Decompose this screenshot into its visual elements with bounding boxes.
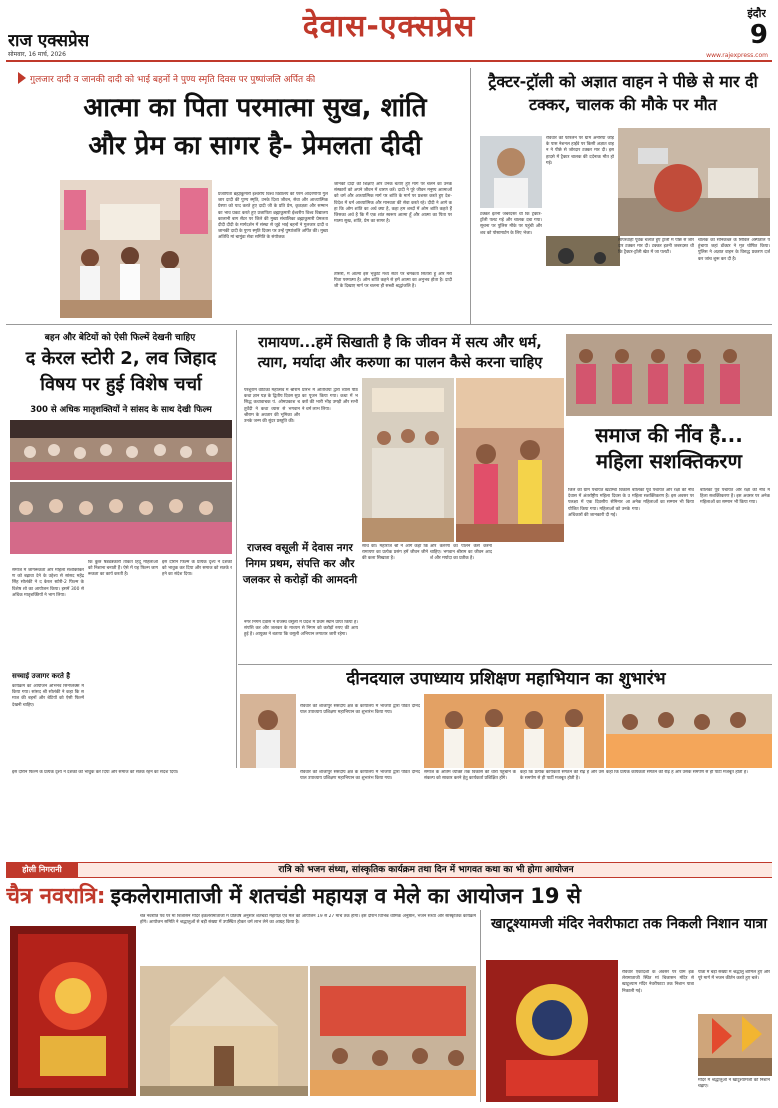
story4-photo-left-art: [362, 378, 454, 542]
story1-photo-art: [60, 180, 212, 318]
story7-photo-left: [240, 694, 296, 768]
city-label: इंदौर: [747, 7, 766, 20]
column-rule: [470, 68, 471, 324]
website-link[interactable]: www.rajexpress.com: [706, 52, 768, 59]
story1-photo: [60, 180, 212, 318]
story4-photo-right-art: [456, 378, 564, 542]
story7-photo-mid-art: [424, 694, 604, 768]
story9-body-a: रविवार एकादशी के अवसर पर ग्राम इकलेरामाताजी स्थित मां बिजासन मंदिर से खाटूश्याम मंदिर नेवरीफाटा तक निशान यात्रा निकाली गई।: [622, 970, 694, 994]
story3-photo-top-art: [10, 420, 232, 480]
story3-photo-bottom-art: [10, 482, 232, 554]
story1-headline-line1: आत्मा का पिता परमात्मा सुख, शांति: [83, 93, 427, 123]
story8-fair-art: [310, 966, 476, 1096]
story8-byline: [10, 914, 130, 922]
story6-photo-top-art: [566, 334, 772, 416]
story7-body-e: कहा कि प्रत्येक कार्यकर्ता संगठन की रीढ़ है और उसके समर्पण से ही पार्टी मजबूत होती है।: [606, 770, 748, 775]
red-arrow-icon: [18, 72, 26, 84]
column-rule: [480, 910, 481, 1102]
story2-body-c: लापरवाही पूर्वक चलाते हुए ट्रॉली में पीछे से जोरदार टक्कर मार दी। टक्कर इतनी जबरदस्त थी कि ट्रैक्टर-ट्रॉली खेत में जा पलटी।: [618, 238, 694, 256]
story6-byline: [568, 478, 668, 486]
story9-procession-art: [698, 1014, 772, 1076]
holi-strip-text: रात्रि को भजन संध्या, सांस्कृतिक कार्यक्रम तथा दिन में भागवत कथा का भी होगा आयोजन: [278, 865, 574, 875]
story8-photo-deity: [10, 926, 136, 1096]
story1-kicker: [18, 72, 458, 84]
story6-body-a: जिले की ग्राम पंचायत खटाम्बा विकास देवास में अंतर्राष्ट्रीय महिला दिवस के उपलक्ष्य में एक दिवसीय सेमिनार आयोजित किया गया। महिलाओं को उनके अधिकारों की जानकारी दी गई।: [568, 488, 630, 518]
story3-body-d: इस दौरान फिल्म के प्रत्येक दृश्य ने दर्शकों को भावुक कर दिया और समाज को सतर्क रहने का संदेश दिया।: [162, 560, 232, 578]
column-rule: [236, 330, 237, 768]
story2-portrait-art: [480, 136, 542, 208]
story6-headline-line1: समाज की नींव है...: [595, 423, 743, 447]
story4-photo-right: [456, 378, 564, 542]
section-rule: [238, 664, 772, 665]
story3-body-c: कि कुछ षड्यंत्रकारी ताकतें हिंदू महिलाओं को निशाना बनाती हैं। ऐसे में यह फिल्म जागरूकता का कार्य करती है।: [88, 560, 158, 578]
story8-deity-art: [10, 926, 136, 1096]
paper-name: राज एक्सप्रेस: [8, 31, 90, 51]
story1-headline-line2: और प्रेम का सागर है- प्रेमलता दीदी: [88, 131, 422, 161]
story8-headline: [6, 880, 772, 912]
story2-body-b: टक्कर इतनी जबरदस्त थी कि ट्रैक्टर-ट्रॉली पलट गई और चालक दबा गया। सूचना पर पुलिस मौके पर पहुंची और शव को पोस्टमार्टम के लिए भेजा।: [480, 212, 542, 236]
story4-byline: [244, 378, 354, 386]
story9-photo-deity: [486, 960, 618, 1102]
story7-body-b: समाज के अंतिम व्यक्ति तक विकास की धारा पहुंचाने के संकल्प को साकार करने हेतु कार्यकर्ता प्रशिक्षित होंगे।: [424, 770, 516, 782]
story2-tractor-photo: [546, 236, 620, 266]
story2-headline: ट्रैक्टर-ट्रॉली को अज्ञात वाहन ने पीछे से मार दी टक्कर, चालक की मौके पर मौत: [488, 72, 758, 114]
story6-body-b: बालिका पूर्व पंचायत और रक्षा की नींव महिला सशक्तिकरण है। इस अवसर पर अनेक महिलाओं का सम्मान भी किया गया।: [632, 488, 694, 512]
story8-temple-art: [140, 966, 308, 1096]
story2-tractor-art: [546, 236, 620, 266]
story9-caption: मंदिर में श्रद्धालुओं ने खाटूश्यामजी को निशान चढ़ाए।: [698, 1078, 770, 1090]
story4-body-c: साथ की। महाराज श्री ने आगे कहा कि रामायण का प्रत्येक प्रसंग हमें जीवन जीने की कला सिखाता है।: [362, 544, 428, 562]
story5-headline: राजस्व वसूली में देवास नगर निगम प्रथम, संपत्ति कर और जलकर से करोड़ों की आमदनी: [242, 542, 358, 586]
story5-body: नगर निगम देवास ने राजस्व वसूली में प्रदेश में प्रथम स्थान प्राप्त किया है। संपत्ति कर और जलकर के माध्यम से निगम को करोड़ों रुपए की आय हुई है। आयुक्त ने बताया कि वसूली अभियान लगातार जारी रहेगा।: [244, 620, 358, 638]
story2-accident-photo: [618, 128, 770, 236]
story6-body-c: बालिका पूर्व पंचायत और रक्षा की नींव महिला सशक्तिकरण है। इस अवसर पर अनेक महिलाओं का सम्मान भी किया गया।: [700, 488, 770, 506]
page-number: 9: [749, 20, 768, 50]
story8-photo-fair: [310, 966, 476, 1096]
holi-strip-label: होली निगरानी: [6, 863, 78, 877]
story1-body-c: तीसरी, मैं आत्मा इस भृकुटि मध्य सेंटर पर चमकता सितारा हूँ और मेरा पिता परमात्मा है। ओम शांति कहने से हमें आत्मा का अनुभव होता है। दादी जी के दिखाए मार्ग पर चलना ही सच्ची श्रद्धांजलि है।: [334, 272, 452, 290]
section-rule: [6, 324, 772, 325]
date-line: सोमवार, 16 मार्च, 2026: [8, 51, 66, 58]
story2-accident-art: [618, 128, 770, 236]
story7-photo-right: [606, 694, 772, 768]
story3-subhead: 300 से अधिक मातृशक्तियों ने सांसद के साथ देखी फिल्म: [30, 405, 212, 415]
story3-body-e: इस दौरान फिल्म के प्रत्येक दृश्य ने दर्शकों को भावुक कर दिया और समाज को सतर्क रहने का संदेश दिया।: [12, 770, 179, 775]
masthead-rule: [6, 60, 772, 62]
story9-deity-art: [486, 960, 618, 1102]
story7-byline: [300, 694, 410, 702]
story5-byline: [244, 610, 354, 618]
story1-byline: [218, 182, 328, 190]
story4-headline-line2: त्याग, मर्यादा और करुणा का पालन कैसे करना चाहिए: [257, 355, 543, 371]
story2-portrait: [480, 136, 542, 208]
story9-byline: [622, 960, 742, 968]
story2-body-d: चालक को सोनकच्छ के सिविल अस्पताल पहुंचाया जहां डॉक्टर ने मृत घोषित किया। पुलिस ने अज्ञात वाहन के विरुद्ध प्रकरण दर्ज कर जांच शुरू कर दी है।: [698, 238, 770, 262]
story7-photo-left-art: [240, 694, 296, 768]
edition-title: देवास-एक्सप्रेस: [302, 9, 476, 44]
story4-body-a: परशुराम वाटिका महोत्सव में श्रीराम कथा ज्ञान यज्ञ के द्वितीय दिवस सुप्रसिद्ध कथावाचक पं. ओमप्रकाश चतुर्वेदी ने कथा व्यास से भगवान श्रीराम के अवतार की भूमिका और उनके जन्म की सुंदर प्रस्तुति की।: [244, 388, 300, 425]
story7-headline: दीनदयाल उपाध्याय प्रशिक्षण महाभियान का शुभारंभ: [346, 669, 666, 689]
story3-box-title: सच्चाई उजागर करते है: [12, 672, 70, 680]
story1-body-b: जानकी दादी की शिक्षाएँ और उनके बताए हुए मार्ग पर चलने का उनके संस्कारों को अपने जीवन में धारण करें। दादी ने पूरे जीवन मनुष्य आत्माओं को धर्म और आध्यात्मिक मार्ग पर शांति के मार्ग पर प्रशस्त करते हुए देश-विदेश में धर्म आध्यात्मिक और मानवता की सेवा करते रहे। दीदी ने आगे कहा कि ओम शांति का अर्थ क्या है, कहा हम शब्दों में ओम शांति कहते हैं जिसका अर्थ है कि मैं एक शांत स्वरूप आत्मा हूँ और आत्मा का पिता परमात्मा सुख, शांति, प्रेम का सागर है।: [334, 182, 452, 225]
story6-photo-top: [566, 334, 772, 416]
story4-headline-line1: रामायण...हमें सिखाती है कि जीवन में सत्य और धर्म,: [258, 335, 542, 351]
story1-kicker-text: गुलजार दादी व जानकी दादी को भाई बहनों ने पुण्य स्मृति दिवस पर पुष्पांजलि अर्पित की: [30, 75, 316, 84]
story7-body-c: कहा कि प्रत्येक कार्यकर्ता संगठन की रीढ़ है और उसके समर्पण से ही पार्टी मजबूत होती है।: [520, 770, 604, 782]
story2-byline: [480, 126, 600, 134]
story9-photo-procession: [698, 1014, 772, 1076]
story7-body-a: रविवार को शाजापुर संसदीय क्षेत्र के कार्यालय में भाजपा द्वारा पंडित दीनदयाल उपाध्याय प्रशिक्षण महाभियान का शुभारंभ किया गया।: [300, 704, 420, 716]
holi-strip: [6, 862, 772, 878]
story1-body-a: प्रजापिता ब्रह्माकुमारी ईश्वरीय विश्व विद्यालय की परम आदरणीया गुलजार दादी की पुण्य स्मृति, उनके दिव्य जीवन, सेवा और आध्यात्मिक प्रेरणा को याद करते हुए दादी जी के प्रति प्रेम, कृतज्ञता और सम्मान का भाव प्रकट करते हुए प्रजापिता ब्रह्माकुमारी ईश्वरीय विश्व विद्यालय कालानी बाग सेंटर पर जिले की मुख्य संचालिका ब्रह्माकुमारी प्रेमलता दीदी दीदी के मार्गदर्शन में संस्था से जुड़े भाई बहनों ने गुलजार दादी व जानकी दादी के पुण्य स्मृति दिवस पर उन्हें पुष्पांजलि अर्पित की। मुख्य अतिथि मां चामुंडा सेवा समिति के संयोजक: [218, 192, 328, 241]
story9-headline: खाटूश्यामजी मंदिर नेवरीफाटा तक निकली निशान यात्रा: [490, 916, 768, 932]
masthead: [0, 0, 778, 62]
story7-photo-right-art: [606, 694, 772, 768]
story3-body-b: कार्यक्रम का आयोजन अभिनव सिनेप्लेक्स में किया गया। सांसद श्री सोलंकी ने कहा कि समाज की बहनों और बेटियों को ऐसी फिल्में देखनी चाहिए।: [12, 684, 84, 708]
story8-body: चैत्र नवरात्रि पर्व पर मां बिजासन मंदिर इकलेरामाताजी में प्रतिवर्ष अनुसार शतचंडी महायज्ञ एवं मेले का आयोजन 19 से 27 मार्च तक होगा। इस दौरान विभिन्न धार्मिक अनुष्ठान, भजन संध्या और सांस्कृतिक कार्यक्रम होंगे। आयोजन समिति ने श्रद्धालुओं से बड़ी संख्या में उपस्थित होकर धर्म लाभ लेने का आग्रह किया है।: [140, 914, 476, 926]
story8-headline-a: चैत्र नवरात्रि:: [6, 884, 106, 909]
story9-body-b: यात्रा में बड़ी संख्या में श्रद्धालु शामिल हुए और पूरे मार्ग में भजन कीर्तन करते हुए चले।: [698, 970, 770, 982]
story3-photo-top: [10, 420, 232, 480]
story4-body-d: और करुणा का पालन कैसे करना चाहिए। भगवान श्रीराम का जीवन आदर्श और मर्यादा का प्रतीक है।: [430, 544, 492, 562]
story6-headline-line2: महिला सशक्तिकरण: [596, 449, 742, 473]
story3-body-a: समाज में जागरूकता और महिला सशक्तिकरण को बढ़ावा देने के उद्देश्य से सांसद महेंद्र सिंह सोलंकी ने द केरल स्टोरी-2 फिल्म के विशेष शो का आयोजन किया। इसमें 300 से अधिक मातृशक्तियों ने भाग लिया।: [12, 568, 84, 598]
story8-photo-temple: [140, 966, 308, 1096]
story3-photo-bottom: [10, 482, 232, 554]
story4-body-b: प्रारंभ में अतिथियों द्वारा व्यास पीठ का पूजन किया गया। कथा में भक्तों की भारी भीड़ उमड़ी और सभी ने धर्म लाभ लिया।: [302, 388, 358, 412]
story8-headline-b: इकलेरामाताजी में शतचंडी महायज्ञ व मेले का आयोजन 19 से: [110, 884, 581, 908]
story7-photo-mid: [424, 694, 604, 768]
story2-body-a: रविवार को फोरलेन पर ग्राम अनेरिया जोड़ के पास नेशनल हाईवे पर किसी अज्ञात वाहन ने पीछे से जोरदार टक्कर मार दी। इस हादसे में ट्रैक्टर चालक की दर्दनाक मौत हो गई।: [546, 136, 614, 166]
story7-body-d: रविवार को शाजापुर संसदीय क्षेत्र के कार्यालय में भाजपा द्वारा पंडित दीनदयाल उपाध्याय प्रशिक्षण महाभियान का शुभारंभ किया गया।: [300, 770, 420, 782]
story3-headline: द केरल स्टोरी 2, लव जिहाद विषय पर हुई विशेष चर्चा: [25, 348, 217, 395]
story3-kicker: बहन और बेटियों को ऐसी फिल्में देखनी चाहिए: [44, 333, 196, 343]
story4-photo-left: [362, 378, 454, 542]
